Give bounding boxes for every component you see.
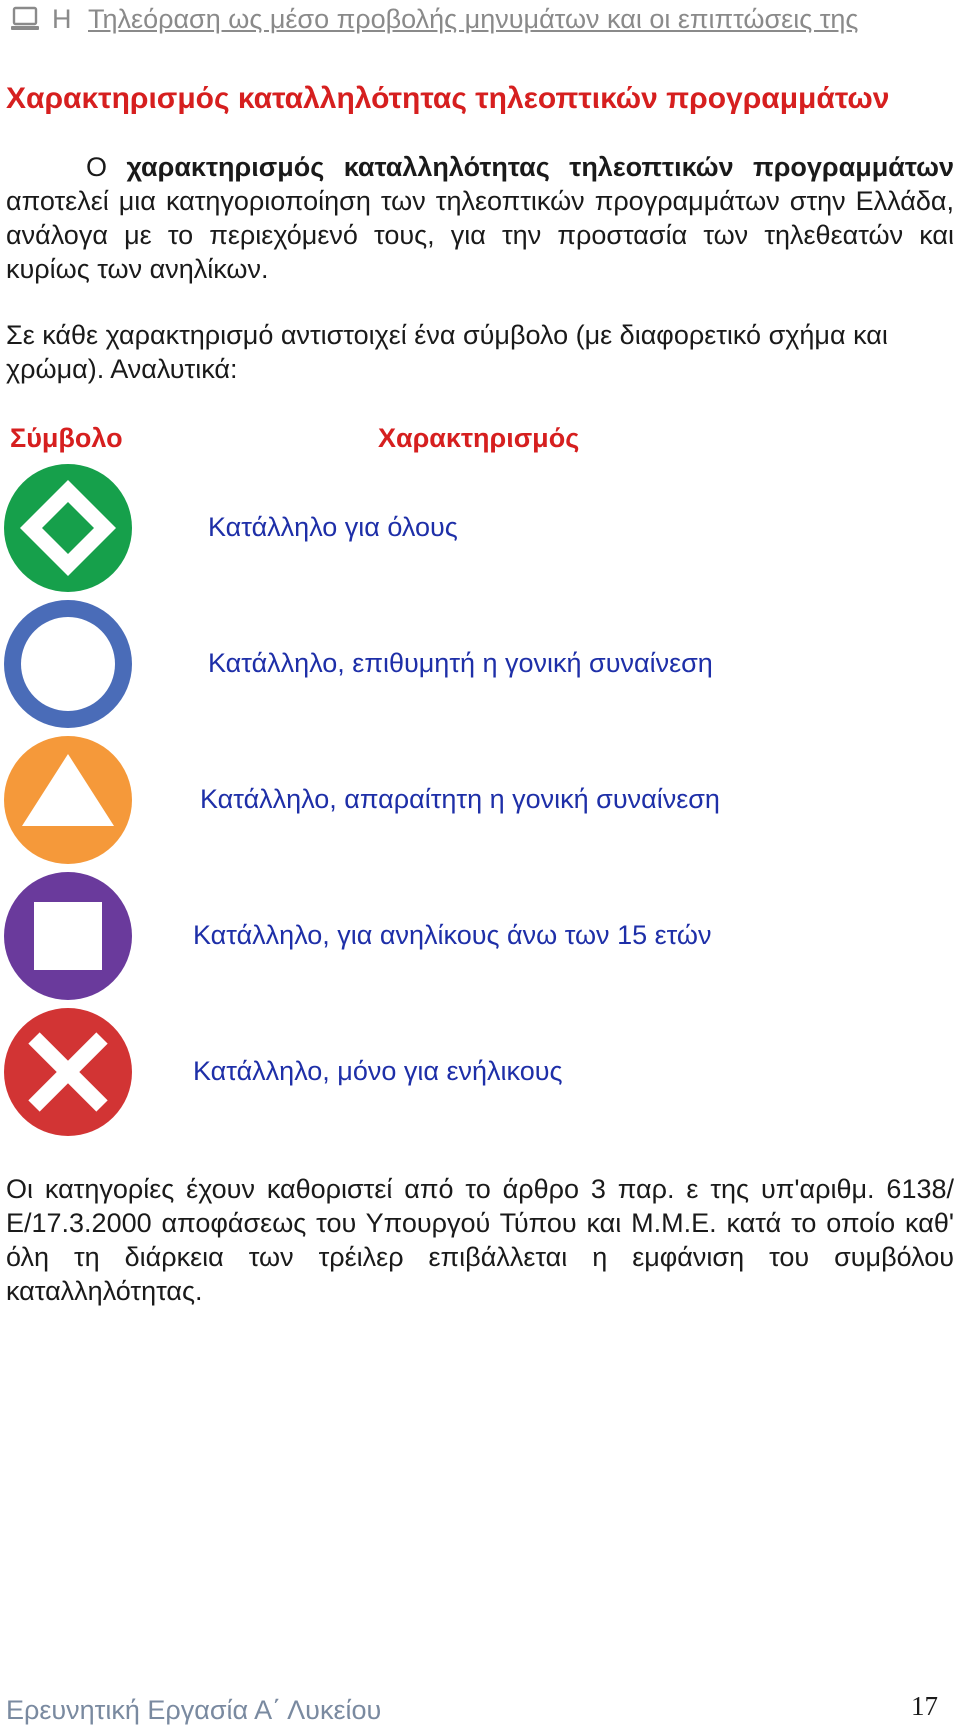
page-number: 17 — [911, 1691, 938, 1721]
blue-circle-icon — [4, 600, 132, 728]
rating-label: Κατάλληλο, απαραίτητη η γονική συναίνεση — [200, 784, 720, 814]
red-x-icon — [4, 1008, 132, 1136]
symbol-column-header: Σύμβολο — [10, 423, 123, 453]
rating-label: Κατάλληλο για όλους — [208, 512, 458, 542]
intro-rest: αποτελεί μια κατηγοριοποίηση των τηλεοπτικών προγραμμάτων στην Ελλάδα, ανάλογα με το περιεχόμενό τους, για την προστασία των τηλεθεατών και κυρίως των ανηλίκων. — [6, 186, 954, 284]
rating-label: Κατάλληλο, επιθυμητή η γονική συναίνεση — [208, 648, 713, 678]
rating-label: Κατάλληλο, για ανηλίκους άνω των 15 ετών — [193, 920, 712, 950]
page-header — [0, 0, 960, 40]
rating-label: Κατάλληλο, μόνο για ενήλικους — [193, 1056, 563, 1086]
footer-label: Ερευνητική Εργασία Α΄ Λυκείου — [6, 1695, 382, 1725]
intro-term: χαρακτηρισμός καταλληλότητας τηλεοπτικών προγραμμάτων — [126, 152, 954, 182]
header-title-link[interactable]: Τηλεόραση ως μέσο προβολής μηνυμάτων και οι επιπτώσεις της — [88, 4, 859, 34]
intro-lead: Ο — [86, 152, 127, 182]
purple-square-icon — [4, 872, 132, 1000]
orange-triangle-icon — [4, 736, 132, 864]
section-title: Χαρακτηρισμός καταλληλότητας τηλεοπτικών προγραμμάτων — [6, 82, 890, 115]
header-letter: Η — [52, 4, 72, 34]
intro-paragraph — [6, 150, 954, 286]
laptop-icon — [10, 6, 40, 32]
description-column-header: Χαρακτηρισμός — [378, 423, 580, 453]
green-diamond-icon — [4, 464, 132, 592]
closing-paragraph: Οι κατηγορίες έχουν καθοριστεί από το άρθρο 3 παρ. ε της υπ'αριθμ. 6138/Ε/17.3.2000 αποφάσεως του Υπουργού Τύπου και Μ.Μ.Ε. κατά το οποίο καθ' όλη τη διάρκεια των τρέιλερ επιβάλλεται η εμφάνιση του συμβόλου καταλληλότητας. — [6, 1174, 954, 1306]
symbols-intro-paragraph: Σε κάθε χαρακτηρισμό αντιστοιχεί ένα σύμβολο (με διαφορετικό σχήμα και χρώμα). Αναλυτικά: — [6, 320, 888, 384]
